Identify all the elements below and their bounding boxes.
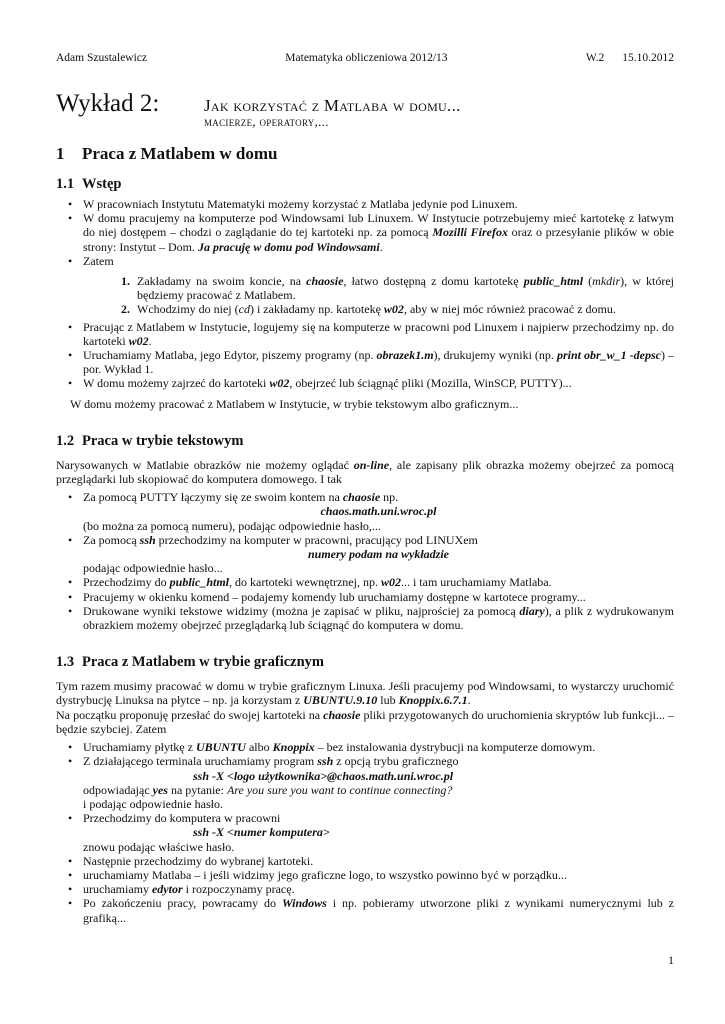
list-item: • Pracując z Matlabem w Instytucie, logujemy się na komputerze w pracowni pod Linuxem i najpierw przechodzimy np. do kartoteki w02. xyxy=(56,320,674,348)
list-item: • Przechodzimy do komputera w pracowni ssh -X <numer komputera> znowu podając właściwe hasło. xyxy=(56,811,674,854)
list-item: • Przechodzimy do public_html, do kartoteki wewnętrznej, np. w02... i tam uruchamiamy Matlaba. xyxy=(56,575,674,589)
ssh-command: ssh -X <logo użytkownika>@chaos.math.uni.wroc.pl xyxy=(193,768,454,783)
running-header xyxy=(56,52,674,64)
list-item: • W domu pracujemy na komputerze pod Windowsami lub Linuxem. W Instytucie potrzebujemy mieć kartotekę z łatwym do niej dostępem – chodzi o zaglądanie do tej kartoteki np. za pomocą Mozilli Firefox oraz o przesyłanie plików w obie strony: Instytut – Dom. Ja pracuję w domu pod Windowsami. xyxy=(56,211,674,254)
page-number: 1 xyxy=(668,953,674,967)
document-page xyxy=(56,52,674,925)
section-title: Praca z Matlabem w domu xyxy=(82,144,278,163)
host-note: numery podam na wykładzie xyxy=(307,547,449,562)
numbered-list xyxy=(83,274,674,317)
subsection-title: Praca w trybie tekstowym xyxy=(82,432,244,449)
list-item: • W pracowniach Instytutu Matematyki możemy korzystać z Matlaba jedynie pod Linuxem. xyxy=(56,197,674,211)
list-item: • Za pomocą PUTTY łączymy się ze swoim kontem na chaosie np. chaos.math.uni.wroc.pl (bo można za pomocą numeru), podając odpowiednie hasło,... xyxy=(56,490,674,533)
host-address: chaos.math.uni.wroc.pl xyxy=(320,504,437,519)
subsection-1-3-heading xyxy=(56,654,674,671)
list-item: • Za pomocą ssh przechodzimy na komputer w pracowni, pracujący pod LINUXem numery podam na wykładzie podając odpowiednie hasło... xyxy=(56,533,674,576)
subsection-number: 1.3 xyxy=(56,654,75,671)
list-item: • Drukowane wyniki tekstowe widzimy (można je zapisać w pliku, najprościej za pomocą diary), a plik z wydrukowanym obrazkiem możemy obejrzeć przeglądarką lub ściągnąć do komputera w domu. xyxy=(56,604,674,632)
title-subtitle-2: macierze, operatory,... xyxy=(204,114,329,129)
header-right xyxy=(586,52,674,64)
list-item: • uruchamiamy edytor i rozpoczynamy pracę. xyxy=(56,882,674,896)
paragraph: Tym razem musimy pracować w domu w trybie graficznym Linuxa. Jeśli pracujemy pod Windowsami, to wystarczy uruchomić dystrybucję Linuksa na płytce – np. ja korzystam z UBUNTU.9.10 lub Knoppix.6.7.1. xyxy=(56,679,674,708)
title-main: Wykład 2: xyxy=(56,90,160,117)
lecture-title xyxy=(56,90,674,129)
title-subtitle-block xyxy=(204,90,461,129)
header-author: Adam Szustalewicz xyxy=(56,52,148,64)
paragraph: Narysowanych w Matlabie obrazków nie możemy oglądać on-line, ale zapisany plik obrazka możemy obejrzeć za pomocą przeglądarki lub skopiować do komputera domowego. I tak xyxy=(56,457,674,487)
subsection-1-2-heading xyxy=(56,433,674,450)
ssh-command: ssh -X <numer komputera> xyxy=(193,825,330,840)
paragraph: W domu możemy pracować z Matlabem w Instytucie, w trybie tekstowym albo graficznym... xyxy=(70,396,519,411)
paragraph: Na początku proponuję przesłać do swojej kartoteki na chaosie pliki przygotowanych do uruchomienia skryptów lub funkcji... – będzie szybciej. Zatem xyxy=(56,707,674,736)
title-subtitle: Jak korzystać z Matlaba w domu... xyxy=(204,96,461,115)
list-item: • Po zakończeniu pracy, powracamy do Windows i np. pobieramy utworzone pliki z wynikami numerycznymi lub z grafiką... xyxy=(56,896,674,924)
numbered-item: 1. Zakładamy na swoim koncie, na chaosie, łatwo dostępną z domu kartotekę public_html (mkdir), w której będziemy pracować z Matlabem. xyxy=(121,274,675,303)
list-item: • uruchamiamy Matlaba – i jeśli widzimy jego graficzne logo, to wszystko powinno być w porządku... xyxy=(56,868,674,882)
list-item: • Uruchamiamy płytkę z UBUNTU albo Knoppix – bez instalowania dystrybucji na komputerze domowym. xyxy=(56,740,674,754)
header-date: 15.10.2012 xyxy=(622,52,674,64)
subsection-1-2-list xyxy=(56,490,674,632)
subsection-1-1-heading xyxy=(56,176,674,193)
subsection-number: 1.1 xyxy=(56,176,75,192)
section-number: 1 xyxy=(56,144,65,163)
section-1-heading xyxy=(56,144,674,164)
list-item: • Z działającego terminala uruchamiamy program ssh z opcją trybu graficznego ssh -X <logo użytkownika>@chaos.math.uni.wroc.pl odpowiadając yes na pytanie: Are you sure you want to continue connecting? i podając odpowiednie hasło. xyxy=(56,754,674,811)
list-item: • Uruchamiamy Matlaba, jego Edytor, piszemy programy (np. obrazek1.m), drukujemy wyniki (np. print obr_w_1 -depsc) – por. Wykład 1. xyxy=(56,348,674,376)
list-item: • Zatem 1. Zakładamy na swoim koncie, na chaosie, łatwo dostępną z domu kartotekę public_html (mkdir), w której będziemy pracować z Matlabem. 2. Wchodzimy do niej (cd) i zakładamy np. kartotekę w02, aby w niej móc również pracować z domu. xyxy=(56,254,674,317)
numbered-item: 2. Wchodzimy do niej (cd) i zakładamy np. kartotekę w02, aby w niej móc również pracować z domu. xyxy=(121,302,616,317)
header-lecture: W.2 xyxy=(585,52,605,64)
list-item: • Pracujemy w okienku komend – podajemy komendy lub uruchamiamy dostępne w kartotece programy... xyxy=(56,590,674,604)
subsection-title: Praca z Matlabem w trybie graficznym xyxy=(82,654,324,671)
subsection-1-3-list xyxy=(56,740,674,925)
subsection-1-1-list xyxy=(56,197,674,391)
header-course: Matematyka obliczeniowa 2012/13 xyxy=(285,52,448,64)
list-item: • Następnie przechodzimy do wybranej kartoteki. xyxy=(56,854,674,868)
subsection-number: 1.2 xyxy=(56,432,75,449)
list-item: • W domu możemy zajrzeć do kartoteki w02, obejrzeć lub ściągnąć pliki (Mozilla, WinSCP, PUTTY)... xyxy=(56,376,674,390)
subsection-title: Wstęp xyxy=(82,176,122,192)
